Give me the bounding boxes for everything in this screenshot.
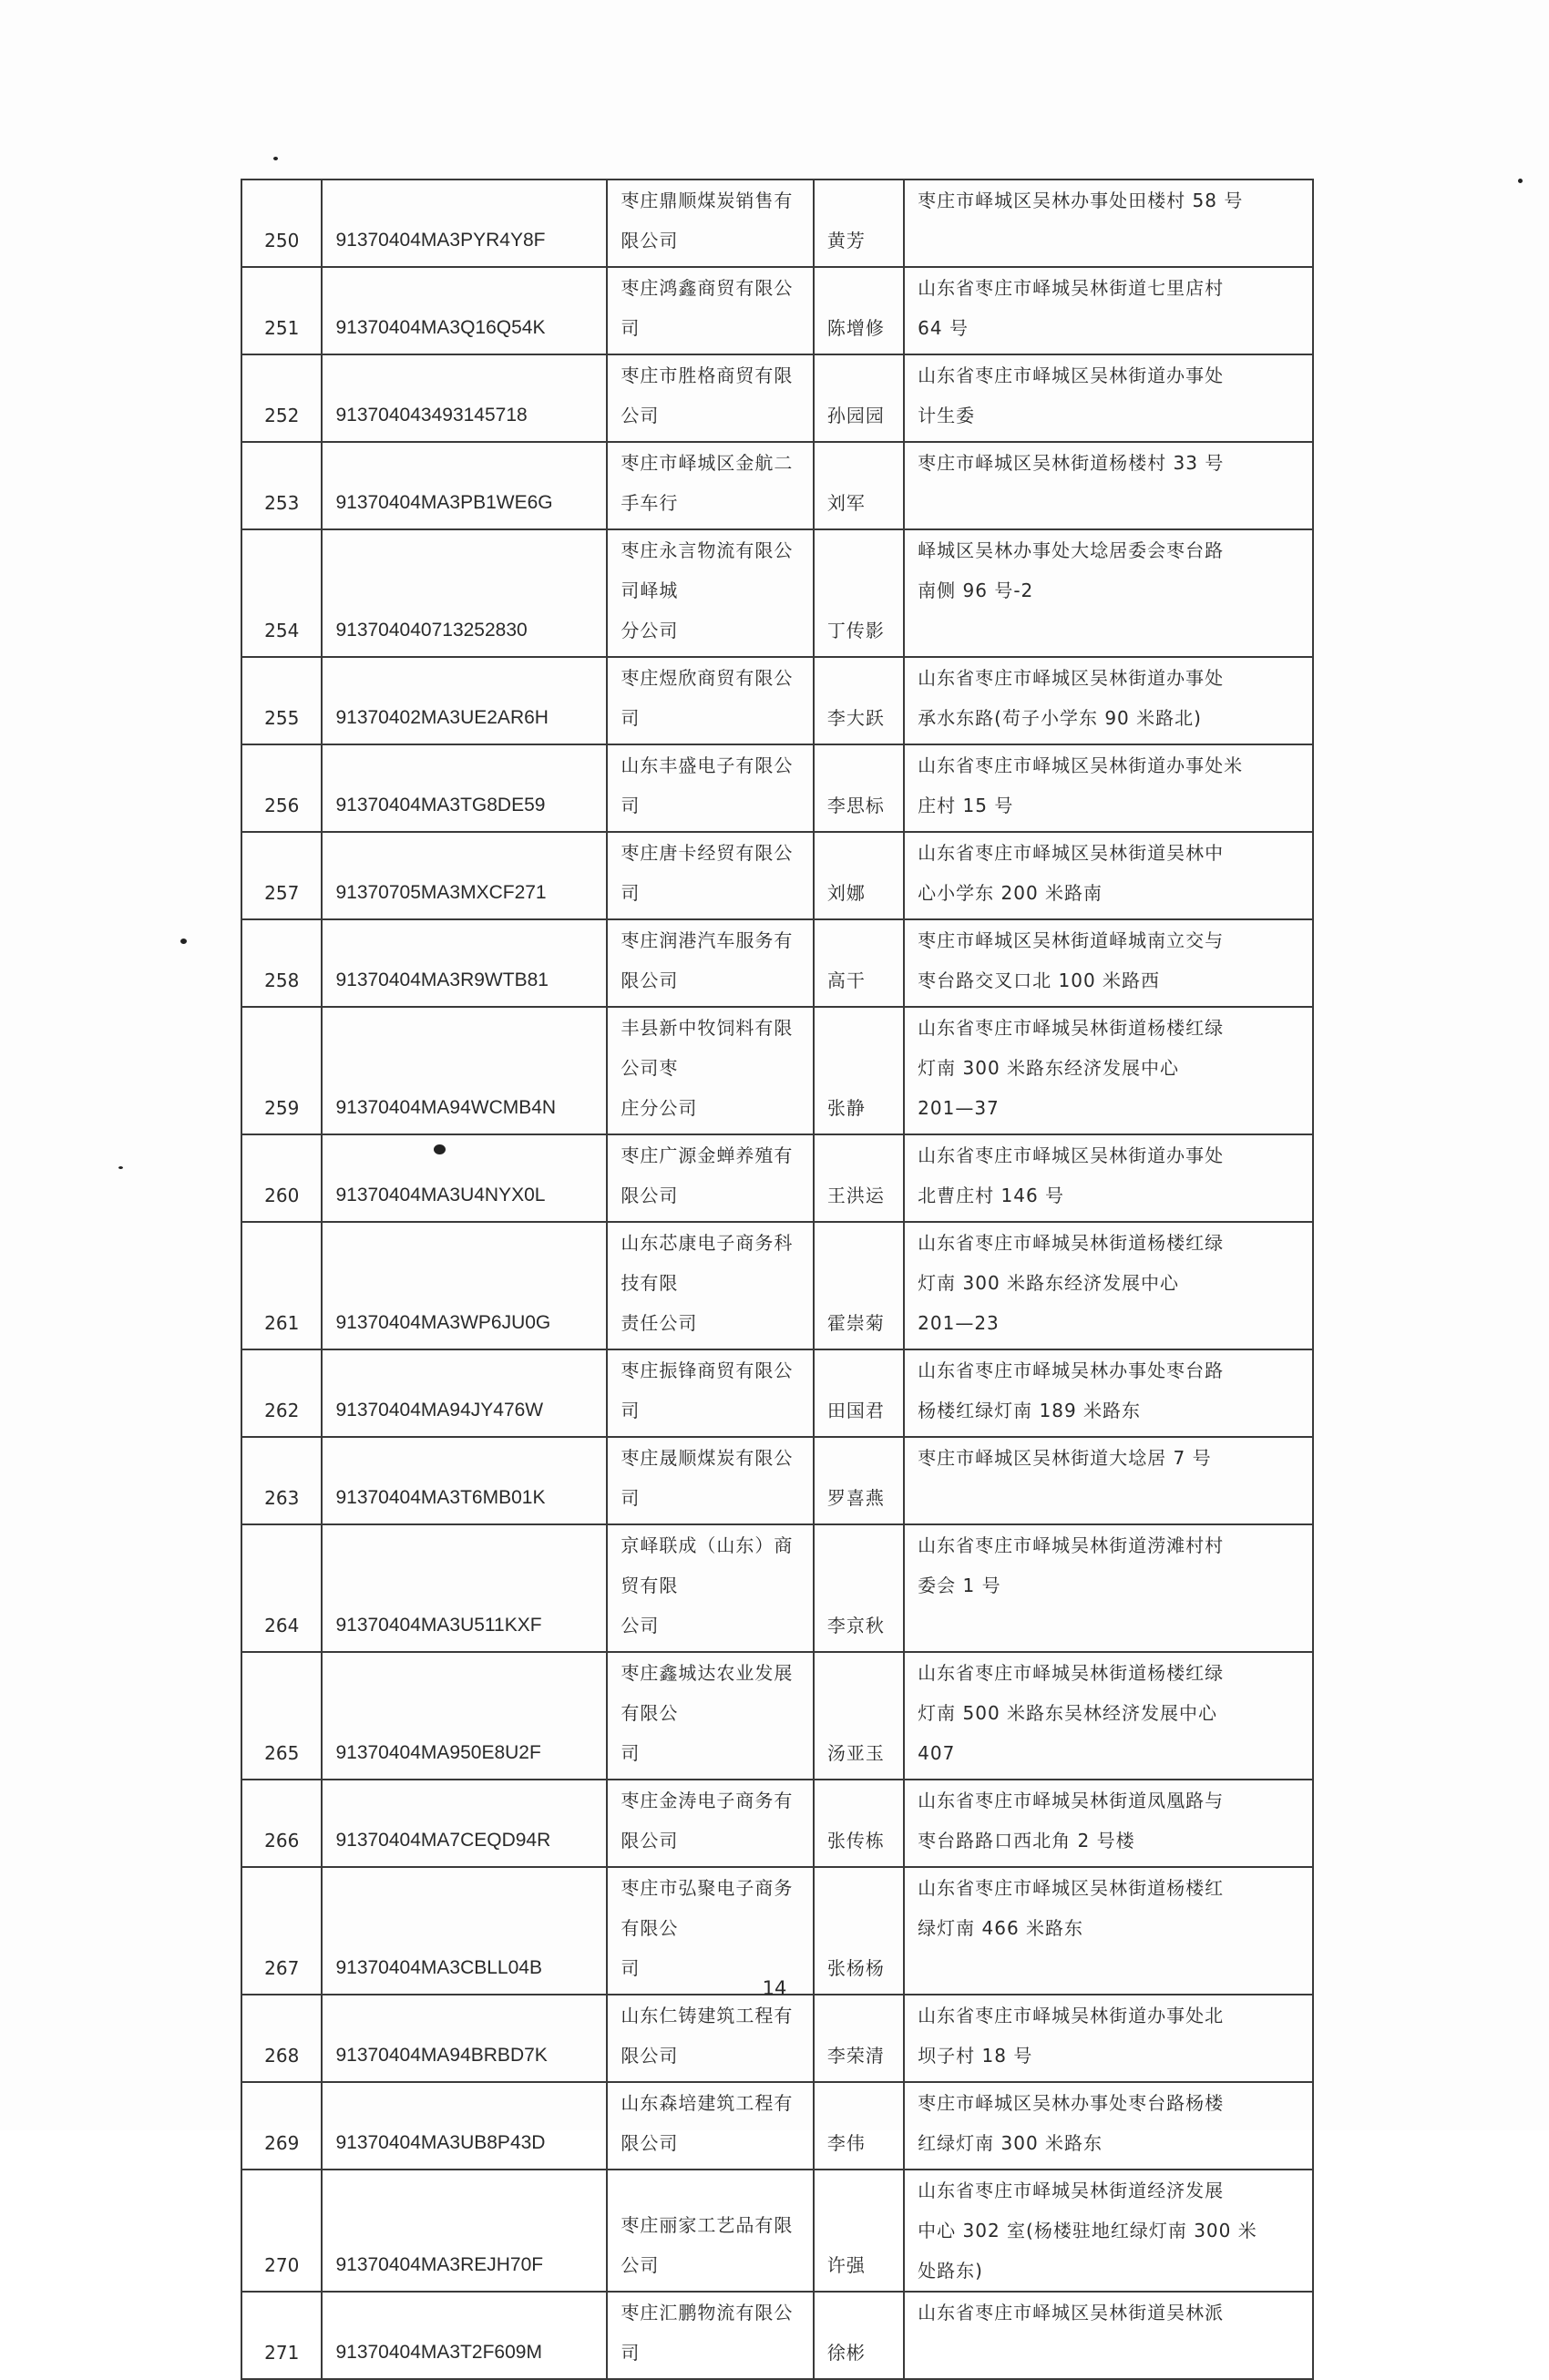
address-cell xyxy=(904,354,1313,442)
legal-person-cell: 许强 xyxy=(814,2170,904,2292)
table-row xyxy=(241,1349,1313,1437)
legal-person-cell: 李京秋 xyxy=(814,1524,904,1652)
address-line: 枣台路路口西北角 2 号楼 xyxy=(918,1830,1135,1852)
table-row xyxy=(241,1437,1313,1524)
address-line: 枣庄市峄城区吴林街道大埝居 7 号 xyxy=(918,1447,1212,1469)
row-number-cell: 269 xyxy=(241,2082,322,2170)
row-number-cell: 253 xyxy=(241,442,322,529)
company-name-cell xyxy=(607,1134,814,1222)
credit-code-cell: 91370404MA94WCMB4N xyxy=(322,1007,607,1134)
address-cell xyxy=(904,1652,1313,1780)
row-number-cell: 266 xyxy=(241,1780,322,1867)
table-row xyxy=(241,267,1313,354)
address-cell xyxy=(904,1134,1313,1222)
company-name-line: 枣庄唐卡经贸有限公司 xyxy=(621,842,794,904)
legal-person-cell: 丁传影 xyxy=(814,529,904,657)
company-name-cell xyxy=(607,657,814,744)
legal-person-cell: 田国君 xyxy=(814,1349,904,1437)
address-line: 枣庄市峄城区吴林街道杨楼村 33 号 xyxy=(918,452,1225,474)
address-line: 计生委 xyxy=(918,405,976,426)
address-line: 绿灯南 466 米路东 xyxy=(918,1917,1084,1939)
credit-code-cell: 91370404MA7CEQD94R xyxy=(322,1780,607,1867)
credit-code-cell: 91370404MA3U511KXF xyxy=(322,1524,607,1652)
company-name-cell xyxy=(607,2292,814,2379)
table-row xyxy=(241,2292,1313,2379)
table-row xyxy=(241,354,1313,442)
legal-person-cell: 陈增修 xyxy=(814,267,904,354)
company-name-cell xyxy=(607,1437,814,1524)
legal-person-cell: 孙园园 xyxy=(814,354,904,442)
company-name-line: 枣庄振锋商贸有限公司 xyxy=(621,1359,794,1421)
credit-code-cell: 91370404MA3T6MB01K xyxy=(322,1437,607,1524)
address-cell xyxy=(904,529,1313,657)
credit-code-cell: 91370404MA3WP6JU0G xyxy=(322,1222,607,1349)
address-cell xyxy=(904,2082,1313,2170)
company-name-line: 山东森培建筑工程有限公司 xyxy=(621,2092,794,2154)
address-line: 山东省枣庄市峄城区吴林街道吴林中 xyxy=(918,842,1225,864)
row-number-cell: 265 xyxy=(241,1652,322,1780)
address-line: 委会 1 号 xyxy=(918,1575,1001,1596)
row-number-cell: 261 xyxy=(241,1222,322,1349)
table-row xyxy=(241,832,1313,919)
scan-speck xyxy=(434,1144,446,1154)
table-row xyxy=(241,180,1313,267)
address-line: 201—37 xyxy=(918,1097,1000,1119)
address-line: 杨楼红绿灯南 189 米路东 xyxy=(918,1400,1142,1421)
row-number-cell: 256 xyxy=(241,744,322,832)
address-line: 中心 302 室(杨楼驻地红绿灯南 300 米 xyxy=(918,2220,1257,2242)
company-name-cell xyxy=(607,1349,814,1437)
row-number-cell: 252 xyxy=(241,354,322,442)
address-cell xyxy=(904,1437,1313,1524)
table-row xyxy=(241,2170,1313,2292)
row-number-cell: 262 xyxy=(241,1349,322,1437)
table-row xyxy=(241,657,1313,744)
legal-person-cell: 张杨杨 xyxy=(814,1867,904,1995)
legal-person-cell: 王洪运 xyxy=(814,1134,904,1222)
company-name-cell xyxy=(607,919,814,1007)
address-line: 枣庄市峄城区吴林街道峄城南立交与 xyxy=(918,929,1225,951)
address-line: 山东省枣庄市峄城吴林办事处枣台路 xyxy=(918,1359,1225,1381)
company-name-cell xyxy=(607,180,814,267)
table-row xyxy=(241,1524,1313,1652)
credit-code-cell: 91370404MA94JY476W xyxy=(322,1349,607,1437)
address-line: 枣庄市峄城区吴林办事处枣台路杨楼 xyxy=(918,2092,1225,2114)
credit-code-cell: 913704043493145718 xyxy=(322,354,607,442)
company-name-line: 山东丰盛电子有限公司 xyxy=(621,754,794,816)
legal-person-cell: 李荣清 xyxy=(814,1995,904,2082)
address-cell xyxy=(904,832,1313,919)
company-name-cell xyxy=(607,442,814,529)
row-number-cell: 270 xyxy=(241,2170,322,2292)
address-line: 山东省枣庄市峄城吴林街道杨楼红绿 xyxy=(918,1017,1225,1039)
table-row xyxy=(241,1780,1313,1867)
company-name-line: 责任公司 xyxy=(621,1312,698,1334)
credit-code-cell: 91370705MA3MXCF271 xyxy=(322,832,607,919)
legal-person-cell: 张传栋 xyxy=(814,1780,904,1867)
table-row xyxy=(241,1867,1313,1995)
company-name-line: 枣庄市胜格商贸有限公司 xyxy=(621,364,794,426)
table-row xyxy=(241,744,1313,832)
company-name-line: 枣庄晟顺煤炭有限公司 xyxy=(621,1447,794,1509)
legal-person-cell: 霍崇菊 xyxy=(814,1222,904,1349)
address-cell xyxy=(904,1995,1313,2082)
address-line: 南侧 96 号-2 xyxy=(918,580,1034,601)
registry-body xyxy=(241,180,1313,2379)
credit-code-cell: 91370404MA950E8U2F xyxy=(322,1652,607,1780)
credit-code-cell: 91370404MA94BRBD7K xyxy=(322,1995,607,2082)
legal-person-cell: 高干 xyxy=(814,919,904,1007)
company-name-line: 京峄联成（山东）商贸有限 xyxy=(621,1534,794,1596)
address-line: 枣庄市峄城区吴林办事处田楼村 58 号 xyxy=(918,190,1244,211)
company-name-line: 枣庄丽家工艺品有限公司 xyxy=(621,2214,794,2276)
address-cell xyxy=(904,2292,1313,2379)
company-name-line: 司 xyxy=(621,1957,641,1979)
credit-code-cell: 91370404MA3UB8P43D xyxy=(322,2082,607,2170)
credit-code-cell: 91370404MA3R9WTB81 xyxy=(322,919,607,1007)
company-name-cell xyxy=(607,354,814,442)
table-row xyxy=(241,529,1313,657)
address-line: 心小学东 200 米路南 xyxy=(918,882,1103,904)
address-line: 山东省枣庄市峄城区吴林街道办事处米 xyxy=(918,754,1244,776)
legal-person-cell: 李思标 xyxy=(814,744,904,832)
table-row xyxy=(241,1222,1313,1349)
company-name-line: 枣庄广源金蝉养殖有限公司 xyxy=(621,1144,794,1206)
address-line: 红绿灯南 300 米路东 xyxy=(918,2132,1103,2154)
row-number-cell: 255 xyxy=(241,657,322,744)
address-line: 山东省枣庄市峄城区吴林街道办事处 xyxy=(918,1144,1225,1166)
address-line: 山东省枣庄市峄城吴林街道凤凰路与 xyxy=(918,1790,1225,1811)
address-cell xyxy=(904,657,1313,744)
company-name-line: 枣庄金涛电子商务有限公司 xyxy=(621,1790,794,1852)
credit-code-cell: 913704040713252830 xyxy=(322,529,607,657)
page-number: 14 xyxy=(762,1977,787,1999)
address-line: 灯南 300 米路东经济发展中心 xyxy=(918,1272,1180,1294)
company-name-cell xyxy=(607,267,814,354)
company-name-cell xyxy=(607,1007,814,1134)
company-name-line: 枣庄煜欣商贸有限公司 xyxy=(621,667,794,729)
scan-speck xyxy=(1518,179,1523,183)
company-name-line: 枣庄鼎顺煤炭销售有限公司 xyxy=(621,190,794,251)
company-name-cell xyxy=(607,1524,814,1652)
table-row xyxy=(241,1652,1313,1780)
registry-table xyxy=(241,179,1314,2380)
legal-person-cell: 黄芳 xyxy=(814,180,904,267)
address-line: 山东省枣庄市峄城吴林街道七里店村 xyxy=(918,277,1225,299)
company-name-line: 分公司 xyxy=(621,620,679,641)
company-name-cell xyxy=(607,1652,814,1780)
company-name-line: 枣庄市弘聚电子商务有限公 xyxy=(621,1877,794,1939)
credit-code-cell: 91370404MA3U4NYX0L xyxy=(322,1134,607,1222)
address-cell xyxy=(904,2170,1313,2292)
address-line: 处路东) xyxy=(918,2260,983,2282)
credit-code-cell: 91370404MA3PB1WE6G xyxy=(322,442,607,529)
credit-code-cell: 91370404MA3Q16Q54K xyxy=(322,267,607,354)
address-line: 山东省枣庄市峄城吴林街道涝滩村村 xyxy=(918,1534,1225,1556)
legal-person-cell: 罗喜燕 xyxy=(814,1437,904,1524)
credit-code-cell: 91370404MA3PYR4Y8F xyxy=(322,180,607,267)
address-line: 坝子村 18 号 xyxy=(918,2045,1033,2067)
credit-code-cell: 91370404MA3TG8DE59 xyxy=(322,744,607,832)
company-name-cell xyxy=(607,744,814,832)
legal-person-cell: 刘军 xyxy=(814,442,904,529)
company-name-line: 庄分公司 xyxy=(621,1097,698,1119)
row-number-cell: 251 xyxy=(241,267,322,354)
address-line: 北曹庄村 146 号 xyxy=(918,1185,1065,1206)
address-line: 枣台路交叉口北 100 米路西 xyxy=(918,969,1161,991)
address-cell xyxy=(904,1222,1313,1349)
credit-code-cell: 91370402MA3UE2AR6H xyxy=(322,657,607,744)
address-line: 山东省枣庄市峄城吴林街道办事处北 xyxy=(918,2005,1225,2026)
company-name-cell xyxy=(607,1867,814,1995)
legal-person-cell: 张静 xyxy=(814,1007,904,1134)
company-name-line: 公司 xyxy=(621,1615,660,1636)
address-line: 峄城区吴林办事处大埝居委会枣台路 xyxy=(918,539,1225,561)
scan-speck xyxy=(180,939,187,944)
legal-person-cell: 汤亚玉 xyxy=(814,1652,904,1780)
row-number-cell: 264 xyxy=(241,1524,322,1652)
address-line: 山东省枣庄市峄城区吴林街道杨楼红 xyxy=(918,1877,1225,1899)
legal-person-cell: 徐彬 xyxy=(814,2292,904,2379)
row-number-cell: 259 xyxy=(241,1007,322,1134)
address-line: 灯南 500 米路东吴林经济发展中心 xyxy=(918,1702,1218,1724)
address-line: 山东省枣庄市峄城区吴林街道办事处 xyxy=(918,667,1225,689)
row-number-cell: 258 xyxy=(241,919,322,1007)
address-line: 山东省枣庄市峄城区吴林街道吴林派 xyxy=(918,2302,1225,2324)
row-number-cell: 263 xyxy=(241,1437,322,1524)
address-line: 407 xyxy=(918,1742,956,1764)
address-line: 灯南 300 米路东经济发展中心 xyxy=(918,1057,1180,1079)
company-name-cell xyxy=(607,1222,814,1349)
address-cell xyxy=(904,442,1313,529)
company-name-cell xyxy=(607,832,814,919)
address-cell xyxy=(904,1780,1313,1867)
company-name-line: 枣庄润港汽车服务有限公司 xyxy=(621,929,794,991)
company-name-line: 山东仁铸建筑工程有限公司 xyxy=(621,2005,794,2067)
credit-code-cell: 91370404MA3T2F609M xyxy=(322,2292,607,2379)
scan-speck xyxy=(273,157,278,160)
row-number-cell: 254 xyxy=(241,529,322,657)
company-name-cell xyxy=(607,1780,814,1867)
company-name-cell xyxy=(607,2170,814,2292)
address-line: 64 号 xyxy=(918,317,969,339)
address-line: 山东省枣庄市峄城吴林街道经济发展 xyxy=(918,2180,1225,2201)
address-line: 承水东路(苟子小学东 90 米路北) xyxy=(918,707,1202,729)
company-name-line: 枣庄永言物流有限公司峄城 xyxy=(621,539,794,601)
address-cell xyxy=(904,744,1313,832)
company-name-line: 枣庄市峄城区金航二手车行 xyxy=(621,452,794,514)
row-number-cell: 271 xyxy=(241,2292,322,2379)
address-cell xyxy=(904,1524,1313,1652)
table-row xyxy=(241,919,1313,1007)
address-line: 山东省枣庄市峄城吴林街道杨楼红绿 xyxy=(918,1662,1225,1684)
table-row xyxy=(241,1007,1313,1134)
credit-code-cell: 91370404MA3REJH70F xyxy=(322,2170,607,2292)
table-row xyxy=(241,1134,1313,1222)
address-cell xyxy=(904,1867,1313,1995)
credit-code-cell: 91370404MA3CBLL04B xyxy=(322,1867,607,1995)
address-cell xyxy=(904,180,1313,267)
legal-person-cell: 李大跃 xyxy=(814,657,904,744)
row-number-cell: 268 xyxy=(241,1995,322,2082)
table-row xyxy=(241,1995,1313,2082)
table-row xyxy=(241,442,1313,529)
company-name-line: 枣庄鸿鑫商贸有限公司 xyxy=(621,277,794,339)
company-name-line: 枣庄汇鹏物流有限公司 xyxy=(621,2302,794,2364)
address-line: 201—23 xyxy=(918,1312,1000,1334)
row-number-cell: 257 xyxy=(241,832,322,919)
company-name-line: 枣庄鑫城达农业发展有限公 xyxy=(621,1662,794,1724)
address-line: 山东省枣庄市峄城区吴林街道办事处 xyxy=(918,364,1225,386)
legal-person-cell: 刘娜 xyxy=(814,832,904,919)
address-cell xyxy=(904,919,1313,1007)
address-cell xyxy=(904,1349,1313,1437)
table-row xyxy=(241,2082,1313,2170)
company-name-line: 丰县新中牧饲料有限公司枣 xyxy=(621,1017,794,1079)
company-name-line: 司 xyxy=(621,1742,641,1764)
legal-person-cell: 李伟 xyxy=(814,2082,904,2170)
company-name-cell xyxy=(607,529,814,657)
row-number-cell: 267 xyxy=(241,1867,322,1995)
company-name-cell xyxy=(607,1995,814,2082)
address-cell xyxy=(904,267,1313,354)
row-number-cell: 250 xyxy=(241,180,322,267)
address-line: 庄村 15 号 xyxy=(918,795,1014,816)
row-number-cell: 260 xyxy=(241,1134,322,1222)
address-cell xyxy=(904,1007,1313,1134)
address-line: 山东省枣庄市峄城吴林街道杨楼红绿 xyxy=(918,1232,1225,1254)
company-name-cell xyxy=(607,2082,814,2170)
company-name-line: 山东芯康电子商务科技有限 xyxy=(621,1232,794,1294)
scan-speck xyxy=(118,1166,123,1169)
